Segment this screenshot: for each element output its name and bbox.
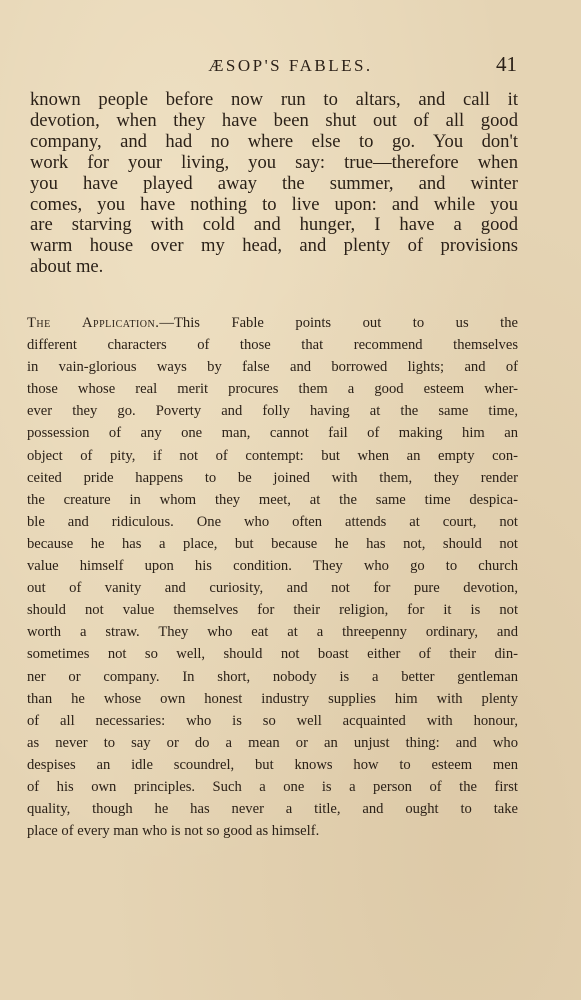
running-title: ÆSOP'S FABLES. bbox=[208, 56, 373, 75]
application-line: ble and ridiculous. One who often attends at court, not bbox=[27, 513, 518, 530]
text-line: about me. bbox=[30, 256, 104, 278]
text-line: comes, you have nothing to live upon: and while you bbox=[30, 193, 518, 215]
application-line: value himself upon his condition. They who go to church bbox=[27, 558, 518, 575]
application-line: because he has a place, but because he has not, should not bbox=[27, 535, 518, 552]
application-first-line-text: —This Fable points out to us the bbox=[159, 315, 518, 331]
application-line: in vain-glorious ways by false and borrowed lights; and of bbox=[27, 359, 518, 376]
text-line: warm house over my head, and plenty of provisions bbox=[30, 235, 518, 257]
application-line: object of pity, if not of contempt: but when an empty con- bbox=[27, 447, 518, 464]
application-first-line bbox=[27, 312, 518, 334]
application-line: ceited pride happens to be joined with them, they render bbox=[27, 469, 518, 486]
application-line: than he whose own honest industry supplies him with plenty bbox=[27, 690, 518, 707]
application-line: the creature in whom they meet, at the same time despica- bbox=[27, 491, 518, 508]
text-line: company, and had no where else to go. You don't bbox=[30, 130, 518, 152]
application-line: worth a straw. They who eat at a threepenny ordinary, and bbox=[27, 624, 518, 641]
application-line: those whose real merit procures them a good esteem wher- bbox=[27, 381, 518, 398]
application-line: out of vanity and curiosity, and not for pure devotion, bbox=[27, 580, 518, 597]
application-line: possession of any one man, cannot fail of making him an bbox=[27, 425, 518, 442]
application-line: as never to say or do a mean or an unjust thing: and who bbox=[27, 734, 518, 751]
application-line: place of every man who is not so good as himself. bbox=[27, 823, 320, 840]
text-line: work for your living, you say: true—therefore when bbox=[30, 151, 518, 173]
text-line: are starving with cold and hunger, I have a good bbox=[30, 214, 518, 236]
fable-text bbox=[30, 90, 518, 278]
application-label: The Application. bbox=[27, 315, 160, 331]
page-number: 41 bbox=[496, 52, 517, 76]
application-line: ner or company. In short, nobody is a better gentleman bbox=[27, 668, 518, 685]
text-line: known people before now run to altars, and call it bbox=[30, 89, 518, 110]
application-paragraph bbox=[27, 312, 518, 842]
application-line: ever they go. Poverty and folly having at the same time, bbox=[27, 403, 518, 420]
application-line: different characters of those that recommend themselves bbox=[27, 337, 518, 354]
application-line: sometimes not so well, should not boast either of their din- bbox=[27, 646, 518, 663]
running-head bbox=[0, 52, 581, 82]
application-line: should not value themselves for their religion, for it is not bbox=[27, 602, 518, 619]
text-line: devotion, when they have been shut out of all good bbox=[30, 109, 518, 131]
application-line: quality, though he has never a title, and ought to take bbox=[27, 801, 518, 818]
application-line: despises an idle scoundrel, but knows how to esteem men bbox=[27, 756, 518, 773]
application-line: of all necessaries: who is so well acquainted with honour, bbox=[27, 712, 518, 729]
text-line: you have played away the summer, and winter bbox=[30, 172, 518, 194]
application-line: of his own principles. Such a one is a person of the first bbox=[27, 778, 518, 795]
